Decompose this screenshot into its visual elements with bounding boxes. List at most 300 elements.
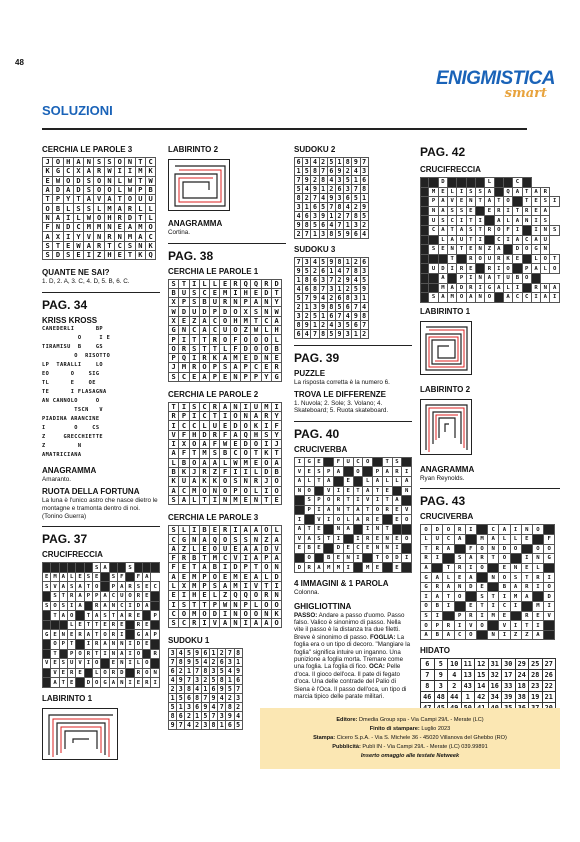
crucifreccia2-cell <box>522 225 531 235</box>
sudoku2-cell: 6 <box>344 194 352 203</box>
crucifreccia2-cell <box>429 254 438 264</box>
crucifreccia1-cell: O <box>93 582 101 592</box>
sudoku3-cell: 1 <box>311 321 319 330</box>
crucifreccia1-cell: G <box>101 678 109 688</box>
cerchia3-cell: S <box>63 250 73 259</box>
cerchia1-cell: E <box>210 288 220 297</box>
cruciverba2-cell: I <box>443 602 454 612</box>
cerchia3-cell: S <box>43 241 53 250</box>
cruciverba2-cell: O <box>544 582 555 592</box>
crucifreccia2-cell <box>429 283 438 293</box>
sudoku2-row <box>295 203 369 212</box>
sudoku2-cell: 7 <box>319 167 327 176</box>
cruciverba2-row <box>421 525 555 535</box>
crucifreccia1-cell: T <box>68 639 76 649</box>
cerchia2-cell: T <box>199 495 209 504</box>
cruciverba1-cell: T <box>382 496 392 506</box>
cruciverba1-grid <box>294 457 412 573</box>
crucifreccia2-cell: I <box>466 273 475 283</box>
sudoku2-cell: 6 <box>327 167 335 176</box>
cerchia3-cell: O <box>145 223 155 232</box>
crucifreccia1-cell: A <box>109 678 117 688</box>
crucifreccia1-cell: E <box>51 630 59 640</box>
credits-note <box>266 752 554 761</box>
cerchia2-cell: I <box>169 440 179 449</box>
crucifreccia1-cell: O <box>68 611 76 621</box>
cruciverba1-cell: V <box>324 486 334 496</box>
crucifreccia1-cell <box>101 572 109 582</box>
cruciverba2-cell: O <box>421 602 432 612</box>
crucifreccia2-cell <box>522 254 531 264</box>
credits-pub-key: Pubblicità: <box>332 744 361 750</box>
cerchia1-cell: H <box>241 288 251 297</box>
crucifreccia1-cell <box>101 659 109 669</box>
cruciverba2-cell: I <box>521 554 532 564</box>
sudoku3-cell: 8 <box>303 276 311 285</box>
crucifreccia2-cell: N <box>475 273 484 283</box>
divider <box>168 243 286 244</box>
crucifreccia2-grid <box>420 177 560 303</box>
cruciverba1-cell: O <box>353 467 363 477</box>
sudoku1-cell: 9 <box>209 694 217 703</box>
kriss-row: CANEDERLI BP <box>42 325 104 332</box>
sudoku2-row <box>295 167 369 176</box>
hidato-cell: 9 <box>434 670 448 681</box>
crucifreccia2-cell: I <box>494 264 503 274</box>
sudoku3-row <box>295 258 369 267</box>
cerchia3-cell: A <box>84 195 94 204</box>
cruciverba1-cell: O <box>363 457 373 467</box>
crucifreccia1-row <box>43 601 160 611</box>
sudoku1-cell: 8 <box>209 721 217 730</box>
credits-finito-value: Luglio 2023 <box>419 726 451 732</box>
cruciverba2-cell: D <box>432 525 443 535</box>
brand-line1: ENIGMISTICA <box>435 68 555 89</box>
sudoku3-row <box>295 267 369 276</box>
cruciverba1-cell: P <box>314 496 324 506</box>
cerchia3b-cell: S <box>169 526 179 535</box>
crucifreccia1-cell: I <box>126 659 134 669</box>
cerchia1-cell: M <box>241 316 251 325</box>
crucifreccia1-cell: S <box>51 592 59 602</box>
cruciverba2-cell: A <box>521 592 532 602</box>
cerchia3-cell: N <box>125 158 135 167</box>
sudoku3-row <box>295 285 369 294</box>
kriss-grid <box>42 326 167 466</box>
crucifreccia1-cell: D <box>134 639 142 649</box>
crucifreccia1-cell <box>43 563 51 573</box>
cerchia1-cell: P <box>251 372 261 381</box>
sudoku3-cell: 2 <box>352 258 360 267</box>
sudoku2-cell: 1 <box>360 194 368 203</box>
cerchia1-cell: O <box>199 363 209 372</box>
sudoku3-cell: 2 <box>327 294 335 303</box>
crucifreccia1-cell: R <box>68 668 76 678</box>
cerchia3-cell: W <box>84 213 94 222</box>
cruciverba2-cell: A <box>532 630 543 640</box>
cerchia2-cell: I <box>261 486 271 495</box>
cerchia2-cell: N <box>241 477 251 486</box>
cruciverba1-cell: B <box>304 544 314 554</box>
cerchia3-cell: O <box>125 195 135 204</box>
crucifreccia2-cell: R <box>531 283 540 293</box>
cerchia2-cell: O <box>241 421 251 430</box>
cruciverba1-cell: A <box>295 476 305 486</box>
hidato-cell: 48 <box>434 692 448 703</box>
crucifreccia1-cell: L <box>68 620 76 630</box>
ghigliottina-text-2: La foglia era o un tipo di decoro. "Mangiare la foglia" significa intuire un inganno. Una punizione a foglia morta. Tremare come una foglia. La foglia di fico. <box>294 633 411 671</box>
cerchia2-row <box>169 458 282 467</box>
crucifreccia2-cell: S <box>475 187 484 197</box>
cerchia1-cell: L <box>210 279 220 288</box>
cerchia2-cell: O <box>199 486 209 495</box>
cerchia3b-cell: Q <box>210 535 220 544</box>
cerchia3-cell: A <box>63 185 73 194</box>
cruciverba2-cell: O <box>510 544 521 554</box>
cerchia2-row <box>169 495 282 504</box>
crucifreccia2-cell: I <box>513 283 522 293</box>
ghigliottina-text-1: Andare a passo d'uomo. Passo falso. Valico è sinonimo di passo. Nella vite il passo è la distanza tra due filetti. Breve è sinonimo di passo. <box>294 611 405 641</box>
crucifreccia2-cell <box>448 178 457 188</box>
cerchia3b-cell: I <box>220 563 230 572</box>
cruciverba2-cell: I <box>465 563 476 573</box>
cerchia3b-cell: A <box>199 563 209 572</box>
cruciverba1-cell: E <box>343 486 353 496</box>
cerchia1-cell: D <box>261 288 271 297</box>
cerchia3-cell: E <box>63 241 73 250</box>
cerchia3-cell: M <box>135 167 145 176</box>
cerchia3b-cell: A <box>220 619 230 628</box>
crucifreccia1-cell: R <box>109 668 117 678</box>
cruciverba2-cell: A <box>488 534 499 544</box>
cerchia1-cell: X <box>241 307 251 316</box>
sudoku2-cell: 2 <box>311 176 319 185</box>
cerchia3-cell: E <box>115 223 125 232</box>
sudoku1-cell: 8 <box>193 694 201 703</box>
crucifreccia2-cell: P <box>457 273 466 283</box>
cerchia3b-cell: A <box>220 581 230 590</box>
kriss-row: TL E OE <box>42 379 96 386</box>
crucifreccia2-cell <box>494 293 503 303</box>
cruciverba2-cell: I <box>532 621 543 631</box>
cruciverba2-cell: I <box>544 573 555 583</box>
cruciverba1-cell: I <box>324 515 334 525</box>
crucifreccia1-cell: R <box>68 592 76 602</box>
cerchia3b-cell: Q <box>241 591 251 600</box>
cerchia2-row <box>169 449 282 458</box>
cerchia3-cell: I <box>63 213 73 222</box>
cerchia1-cell: B <box>271 344 281 353</box>
sudoku1-cell: 9 <box>169 721 177 730</box>
sudoku3-cell: 5 <box>303 267 311 276</box>
cerchia2-cell: H <box>251 430 261 439</box>
cruciverba1-row <box>295 505 412 515</box>
cruciverba2-cell: O <box>454 592 465 602</box>
sudoku3-row <box>295 303 369 312</box>
sudoku1-cell: 8 <box>234 649 242 658</box>
crucifreccia2-cell: T <box>448 225 457 235</box>
sudoku3-cell: 5 <box>295 294 303 303</box>
cerchia1-cell: N <box>261 353 271 362</box>
cerchia3-cell: W <box>125 176 135 185</box>
cruciverba2-cell: S <box>454 554 465 564</box>
cerchia3b-cell: I <box>179 591 189 600</box>
cerchia3-cell: R <box>115 213 125 222</box>
cerchia2-cell: I <box>220 412 230 421</box>
cerchia2-cell: O <box>189 458 199 467</box>
cerchia3b-cell: V <box>271 544 281 553</box>
cerchia3b-cell: K <box>271 609 281 618</box>
cerchia3-cell: M <box>125 232 135 241</box>
sudoku3-cell: 4 <box>335 267 343 276</box>
cruciverba2-cell: T <box>488 592 499 602</box>
cerchia1-cell: K <box>210 353 220 362</box>
cruciverba1-cell: S <box>304 496 314 506</box>
ghigliottina-title: GHIGLIOTTINA <box>294 601 352 611</box>
cruciverba2-cell: I <box>499 592 510 602</box>
hidato-cell: 27 <box>542 659 556 670</box>
crucifreccia2-cell: S <box>438 216 447 226</box>
hidato-row <box>421 659 556 670</box>
hidato-cell: 32 <box>488 670 502 681</box>
cerchia3-cell: Y <box>73 232 83 241</box>
sudoku2-cell: 1 <box>327 212 335 221</box>
cerchia3b-cell: O <box>241 609 251 618</box>
kriss-row: PIADINA ARANCINE <box>42 415 100 422</box>
sudoku3-cell: 2 <box>344 285 352 294</box>
divider <box>42 292 160 293</box>
sudoku2-cell: 5 <box>344 176 352 185</box>
cruciverba2-cell: L <box>532 563 543 573</box>
cerchia2-cell: C <box>199 402 209 411</box>
cruciverba1-cell: D <box>392 553 402 563</box>
sudoku1-cell: 1 <box>218 721 226 730</box>
crucifreccia2-row <box>421 206 560 216</box>
sudoku3-row <box>295 312 369 321</box>
sudoku2-row <box>295 158 369 167</box>
sudoku3-cell: 9 <box>311 294 319 303</box>
sudoku3-cell: 8 <box>319 330 327 339</box>
crucifreccia2-cell: N <box>541 245 550 255</box>
cerchia2-cell: R <box>199 467 209 476</box>
sudoku3-cell: 4 <box>311 258 319 267</box>
cerchia3-cell: O <box>115 158 125 167</box>
cruciverba2-cell: B <box>499 582 510 592</box>
crucifreccia2-cell: T <box>522 187 531 197</box>
crucifreccia2-cell: R <box>466 283 475 293</box>
pag42-title: PAG. 42 <box>420 145 466 159</box>
cerchia3-cell: C <box>63 167 73 176</box>
divider <box>42 526 160 527</box>
cruciverba1-cell: E <box>343 476 353 486</box>
cruciverba2-cell: L <box>421 534 432 544</box>
cerchia1-cell: T <box>251 316 261 325</box>
sudoku1-cell: 5 <box>218 667 226 676</box>
cerchia1-cell: S <box>189 288 199 297</box>
crucifreccia2-cell <box>522 283 531 293</box>
cerchia1-cell: F <box>230 344 240 353</box>
crucifreccia1-cell: A <box>143 601 151 611</box>
cerchia1-cell: T <box>179 279 189 288</box>
crucifreccia1-cell: A <box>118 611 126 621</box>
sudoku2-cell: 2 <box>344 167 352 176</box>
crucifreccia2-cell: A <box>550 283 560 293</box>
cerchia3b-cell: N <box>189 535 199 544</box>
cerchia1-cell: H <box>230 316 240 325</box>
crucifreccia1-cell: I <box>84 639 92 649</box>
sudoku1-cell: 4 <box>201 658 209 667</box>
crucifreccia2-row <box>421 197 560 207</box>
sudoku1-cell: 2 <box>177 667 185 676</box>
cruciverba1-cell: L <box>382 476 392 486</box>
labirinto1b-title: LABIRINTO 1 <box>420 306 471 316</box>
cruciverba1-row <box>295 457 412 467</box>
crucifreccia1-cell: N <box>118 659 126 669</box>
cerchia3b-cell: Q <box>230 591 240 600</box>
crucifreccia2-cell: S <box>429 245 438 255</box>
pag34-title: PAG. 34 <box>42 297 88 312</box>
cruciverba2-cell: Z <box>510 630 521 640</box>
cerchia1-row <box>169 307 282 316</box>
cruciverba1-cell <box>363 553 373 563</box>
crucifreccia2-cell <box>421 254 429 264</box>
cruciverba2-cell: M <box>476 534 487 544</box>
cruciverba1-cell: M <box>324 563 334 573</box>
cruciverba2-row <box>421 602 555 612</box>
cerchia2-cell: A <box>271 458 281 467</box>
sudoku2-row <box>295 221 369 230</box>
hidato-cell: 7 <box>421 670 435 681</box>
cerchia3b-cell: A <box>169 544 179 553</box>
crucifreccia2-cell <box>457 178 466 188</box>
cruciverba2-row <box>421 573 555 583</box>
crucifreccia1-cell: N <box>151 668 160 678</box>
sudoku3-cell: 5 <box>335 303 343 312</box>
crucifreccia1-cell: A <box>93 611 101 621</box>
hidato-cell: 14 <box>475 681 489 692</box>
cruciverba2-cell: T <box>521 573 532 583</box>
crucifreccia2-cell: O <box>503 264 512 274</box>
crucifreccia2-cell: E <box>485 206 494 216</box>
cerchia2-cell: I <box>271 402 281 411</box>
crucifreccia2-cell: I <box>475 283 484 293</box>
cerchia1-cell: Q <box>241 279 251 288</box>
cruciverba2-cell: N <box>521 525 532 535</box>
cerchia2-row <box>169 486 282 495</box>
cerchia3-cell: G <box>53 167 63 176</box>
sudoku3-cell: 2 <box>295 303 303 312</box>
hidato-row <box>421 670 556 681</box>
crucifreccia2-row <box>421 293 560 303</box>
crucifreccia2-cell: C <box>513 293 522 303</box>
sudoku3-cell: 3 <box>295 312 303 321</box>
sudoku2-cell: 8 <box>311 167 319 176</box>
cruciverba1-row <box>295 515 412 525</box>
kriss-row: EO O SIG <box>42 370 100 377</box>
cerchia3-cell: W <box>104 167 114 176</box>
sudoku3-cell: 8 <box>352 267 360 276</box>
cruciverba2-cell: R <box>465 611 476 621</box>
sudoku1-cell: 4 <box>234 712 242 721</box>
hidato-cell: 43 <box>461 681 475 692</box>
hidato-cell: 33 <box>502 681 516 692</box>
cruciverba2-grid <box>420 524 555 640</box>
cruciverba2-cell: G <box>421 582 432 592</box>
cerchia3b-cell: T <box>199 600 209 609</box>
sudoku1-cell: 3 <box>209 667 217 676</box>
cerchia1-cell: O <box>261 344 271 353</box>
cruciverba2-cell <box>544 563 555 573</box>
crucifreccia1-cell: T <box>93 620 101 630</box>
cerchia3b-cell: R <box>189 619 199 628</box>
crucifreccia2-cell: E <box>513 254 522 264</box>
cerchia2-cell: D <box>199 430 209 439</box>
sudoku2-cell: 4 <box>295 212 303 221</box>
cruciverba2-cell <box>443 554 454 564</box>
sudoku2-row <box>295 185 369 194</box>
crucifreccia2-cell: R <box>485 225 494 235</box>
crucifreccia2-row <box>421 216 560 226</box>
crucifreccia1-cell <box>51 563 59 573</box>
crucifreccia2-cell <box>429 235 438 245</box>
sudoku3-cell: 3 <box>303 258 311 267</box>
cruciverba2-cell: A <box>443 544 454 554</box>
cerchia1-cell: R <box>271 363 281 372</box>
cerchia1-cell: X <box>169 316 179 325</box>
cerchia3-cell: C <box>145 158 155 167</box>
cerchia1-cell: O <box>220 335 230 344</box>
sudoku2-cell: 1 <box>311 230 319 239</box>
cerchia2-cell: I <box>241 467 251 476</box>
crucifreccia1-cell: A <box>118 649 126 659</box>
cerchia3b-cell: O <box>210 572 220 581</box>
cerchia2-cell: B <box>220 449 230 458</box>
sudoku1-cell: 1 <box>201 685 209 694</box>
cruciverba2-cell: C <box>454 630 465 640</box>
cerchia3-cell: W <box>125 185 135 194</box>
hidato-cell: 17 <box>502 670 516 681</box>
crucifreccia1-cell: T <box>84 582 92 592</box>
cerchia1-cell: E <box>241 353 251 362</box>
sudoku3-cell: 9 <box>344 276 352 285</box>
crucifreccia1-cell: S <box>43 601 51 611</box>
cruciverba1-cell: O <box>382 553 392 563</box>
kriss-row: Z N <box>42 442 82 449</box>
sudoku3-cell: 8 <box>335 258 343 267</box>
cruciverba2-cell: D <box>544 592 555 602</box>
pag43-title: PAG. 43 <box>420 494 466 509</box>
crucifreccia1-cell <box>51 620 59 630</box>
cruciverba1-cell: A <box>324 505 334 515</box>
sudoku1-cell: 5 <box>234 721 242 730</box>
cruciverba1-cell: T <box>343 496 353 506</box>
cruciverba1-cell: E <box>314 457 324 467</box>
cerchia2-cell: S <box>230 477 240 486</box>
cerchia2-cell: K <box>251 421 261 430</box>
sudoku1-row <box>169 685 243 694</box>
cerchia1-grid <box>168 279 282 382</box>
sudoku1-cell: 7 <box>218 703 226 712</box>
sudoku3-row <box>295 321 369 330</box>
cerchia3-cell: I <box>63 232 73 241</box>
crucifreccia1-cell: N <box>109 601 117 611</box>
cerchia3-cell: I <box>125 167 135 176</box>
sudoku1-cell: 1 <box>226 676 234 685</box>
cerchia3b-cell: N <box>251 535 261 544</box>
hidato-row <box>421 692 556 703</box>
sudoku3-cell: 3 <box>360 267 368 276</box>
cerchia3b-cell: L <box>261 572 271 581</box>
